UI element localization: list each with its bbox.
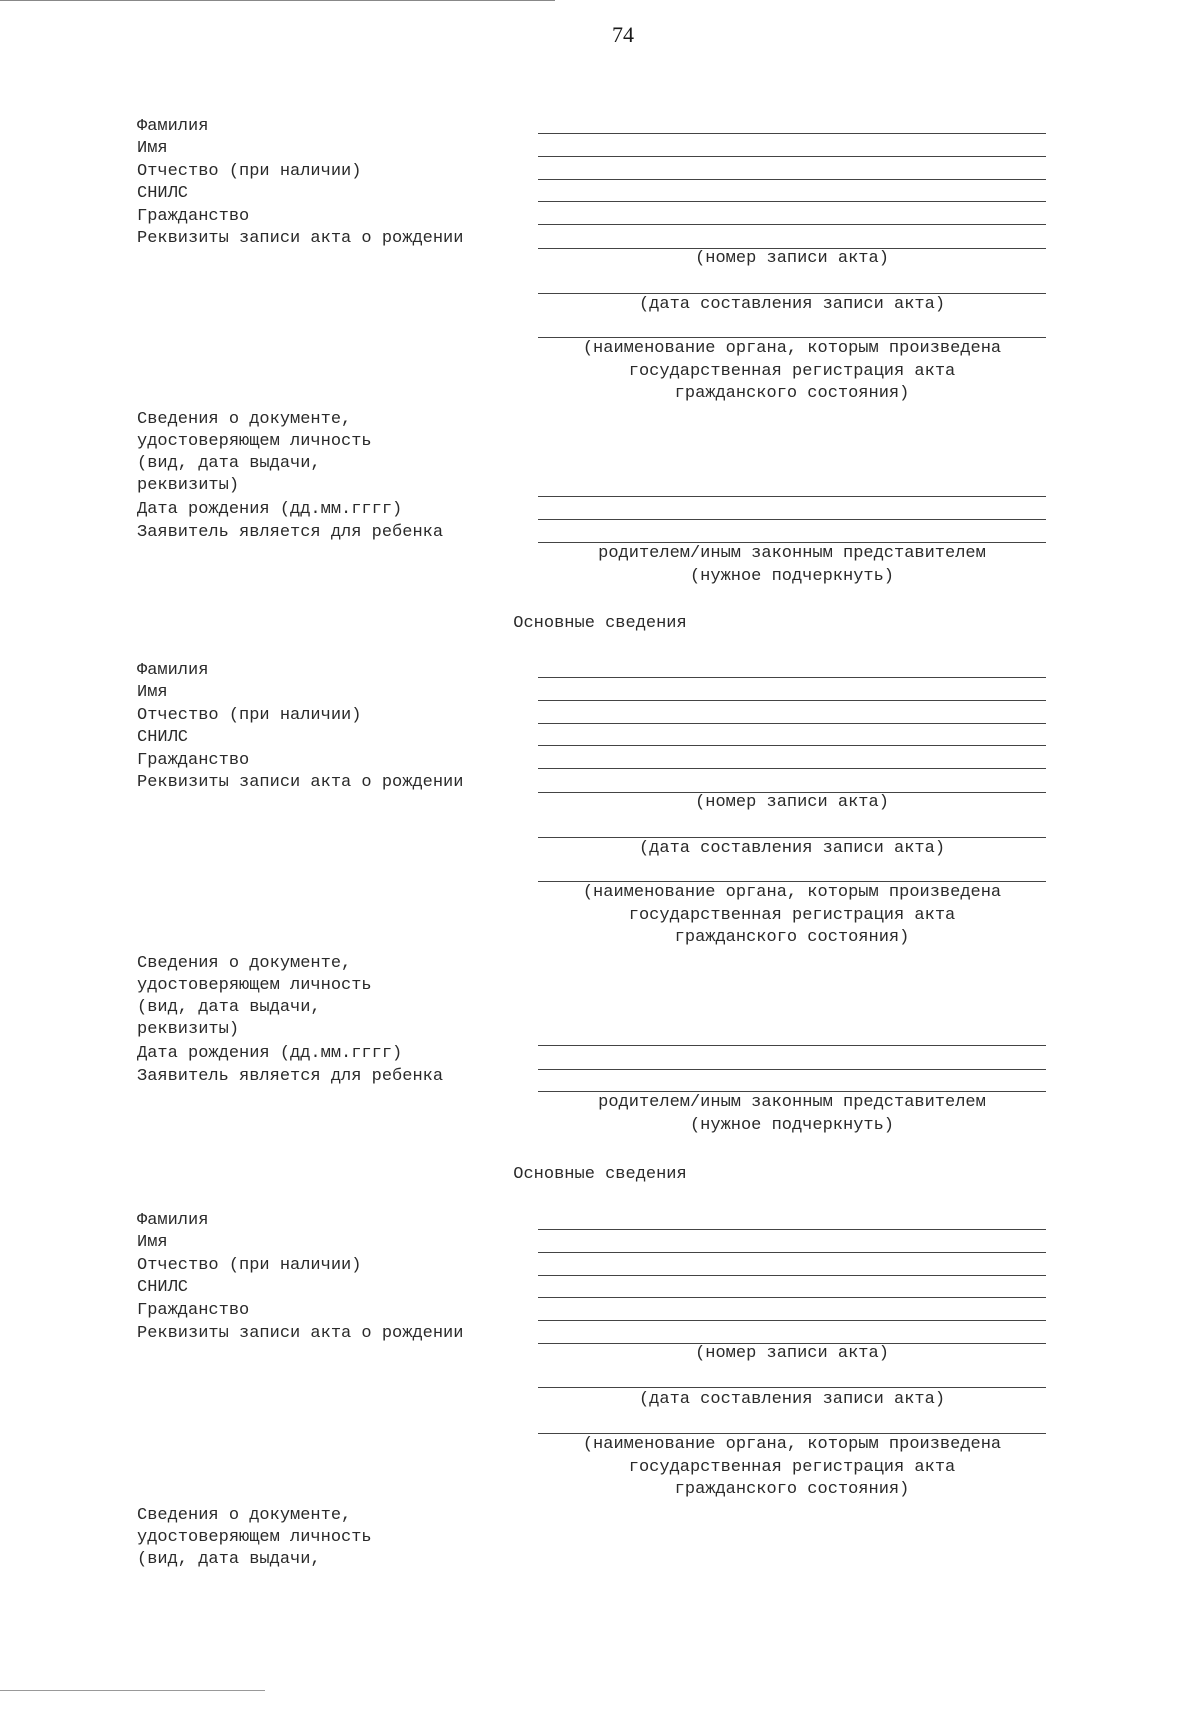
record-number-caption: (номер записи акта) [695,1344,889,1363]
citizenship-label: Гражданство [137,751,250,770]
record-date-caption: (дата составления записи акта) [638,1390,946,1409]
patronymic-label: Отчество (при наличии) [137,1256,362,1275]
birth-date-field[interactable] [538,1069,1046,1070]
id-document-label: Сведения о документе, удостоверяющем личность (вид, дата выдачи, реквизиты) [137,410,372,495]
authority-caption: (наименование органа, которым произведена государственная регистрация акта гражданского состояния) [582,883,1002,947]
top-rule [0,0,555,1]
authority-caption: (наименование органа, которым произведена государственная регистрация акта гражданского состояния) [582,1435,1002,1499]
form-section-3 [0,1153,1200,1713]
record-date-caption: (дата составления записи акта) [638,839,946,858]
snils-label: СНИЛС [137,184,189,203]
birth-date-label: Дата рождения (дд.мм.гггг) [137,500,403,519]
surname-field[interactable] [538,133,1046,134]
name-label: Имя [137,139,168,158]
patronymic-label: Отчество (при наличии) [137,162,362,181]
birth-record-label: Реквизиты записи акта о рождении [137,1324,464,1343]
citizenship-field[interactable] [538,224,1046,225]
id-document-label: Сведения о документе, удостоверяющем личность (вид, дата выдачи, [137,1506,372,1569]
patronymic-field[interactable] [538,179,1046,180]
surname-field[interactable] [538,677,1046,678]
form-section-2 [0,604,1200,1164]
id-document-field[interactable] [538,496,1046,497]
bottom-rule [0,1690,265,1691]
citizenship-field[interactable] [538,1320,1046,1321]
patronymic-field[interactable] [538,1275,1046,1276]
form-section-1 [0,100,1200,660]
snils-label: СНИЛС [137,1278,189,1297]
name-label: Имя [137,683,168,702]
id-document-field[interactable] [538,1045,1046,1046]
parent-role-caption: родителем/иным законным представителем (нужное подчеркнуть) [598,1093,986,1135]
authority-caption: (наименование органа, которым произведена государственная регистрация акта гражданского состояния) [582,339,1002,403]
snils-label: СНИЛС [137,728,189,747]
page-number: 74 [612,22,634,47]
record-date-caption: (дата составления записи акта) [638,295,946,314]
birth-date-field[interactable] [538,519,1046,520]
record-number-caption: (номер записи акта) [695,793,889,812]
citizenship-label: Гражданство [137,207,250,226]
name-field[interactable] [538,156,1046,157]
patronymic-label: Отчество (при наличии) [137,706,362,725]
patronymic-field[interactable] [538,723,1046,724]
surname-label: Фамилия [137,661,209,680]
snils-field[interactable] [538,201,1046,202]
record-number-caption: (номер записи акта) [695,249,889,268]
birth-record-label: Реквизиты записи акта о рождении [137,229,464,248]
section-title: Основные сведения [513,614,687,633]
citizenship-field[interactable] [538,768,1046,769]
record-date-field[interactable] [538,1387,1046,1388]
surname-label: Фамилия [137,1211,209,1230]
snils-field[interactable] [538,1297,1046,1298]
birth-record-label: Реквизиты записи акта о рождении [137,773,464,792]
birth-date-label: Дата рождения (дд.мм.гггг) [137,1044,403,1063]
section-title: Основные сведения [513,1165,687,1184]
snils-field[interactable] [538,745,1046,746]
id-document-label: Сведения о документе, удостоверяющем личность (вид, дата выдачи, реквизиты) [137,954,372,1039]
surname-label: Фамилия [137,117,209,136]
name-field[interactable] [538,1252,1046,1253]
citizenship-label: Гражданство [137,1301,250,1320]
applicant-is-label: Заявитель является для ребенка [137,523,444,542]
applicant-is-label: Заявитель является для ребенка [137,1067,444,1086]
name-field[interactable] [538,700,1046,701]
name-label: Имя [137,1233,168,1252]
surname-field[interactable] [538,1229,1046,1230]
parent-role-caption: родителем/иным законным представителем (нужное подчеркнуть) [598,544,986,586]
